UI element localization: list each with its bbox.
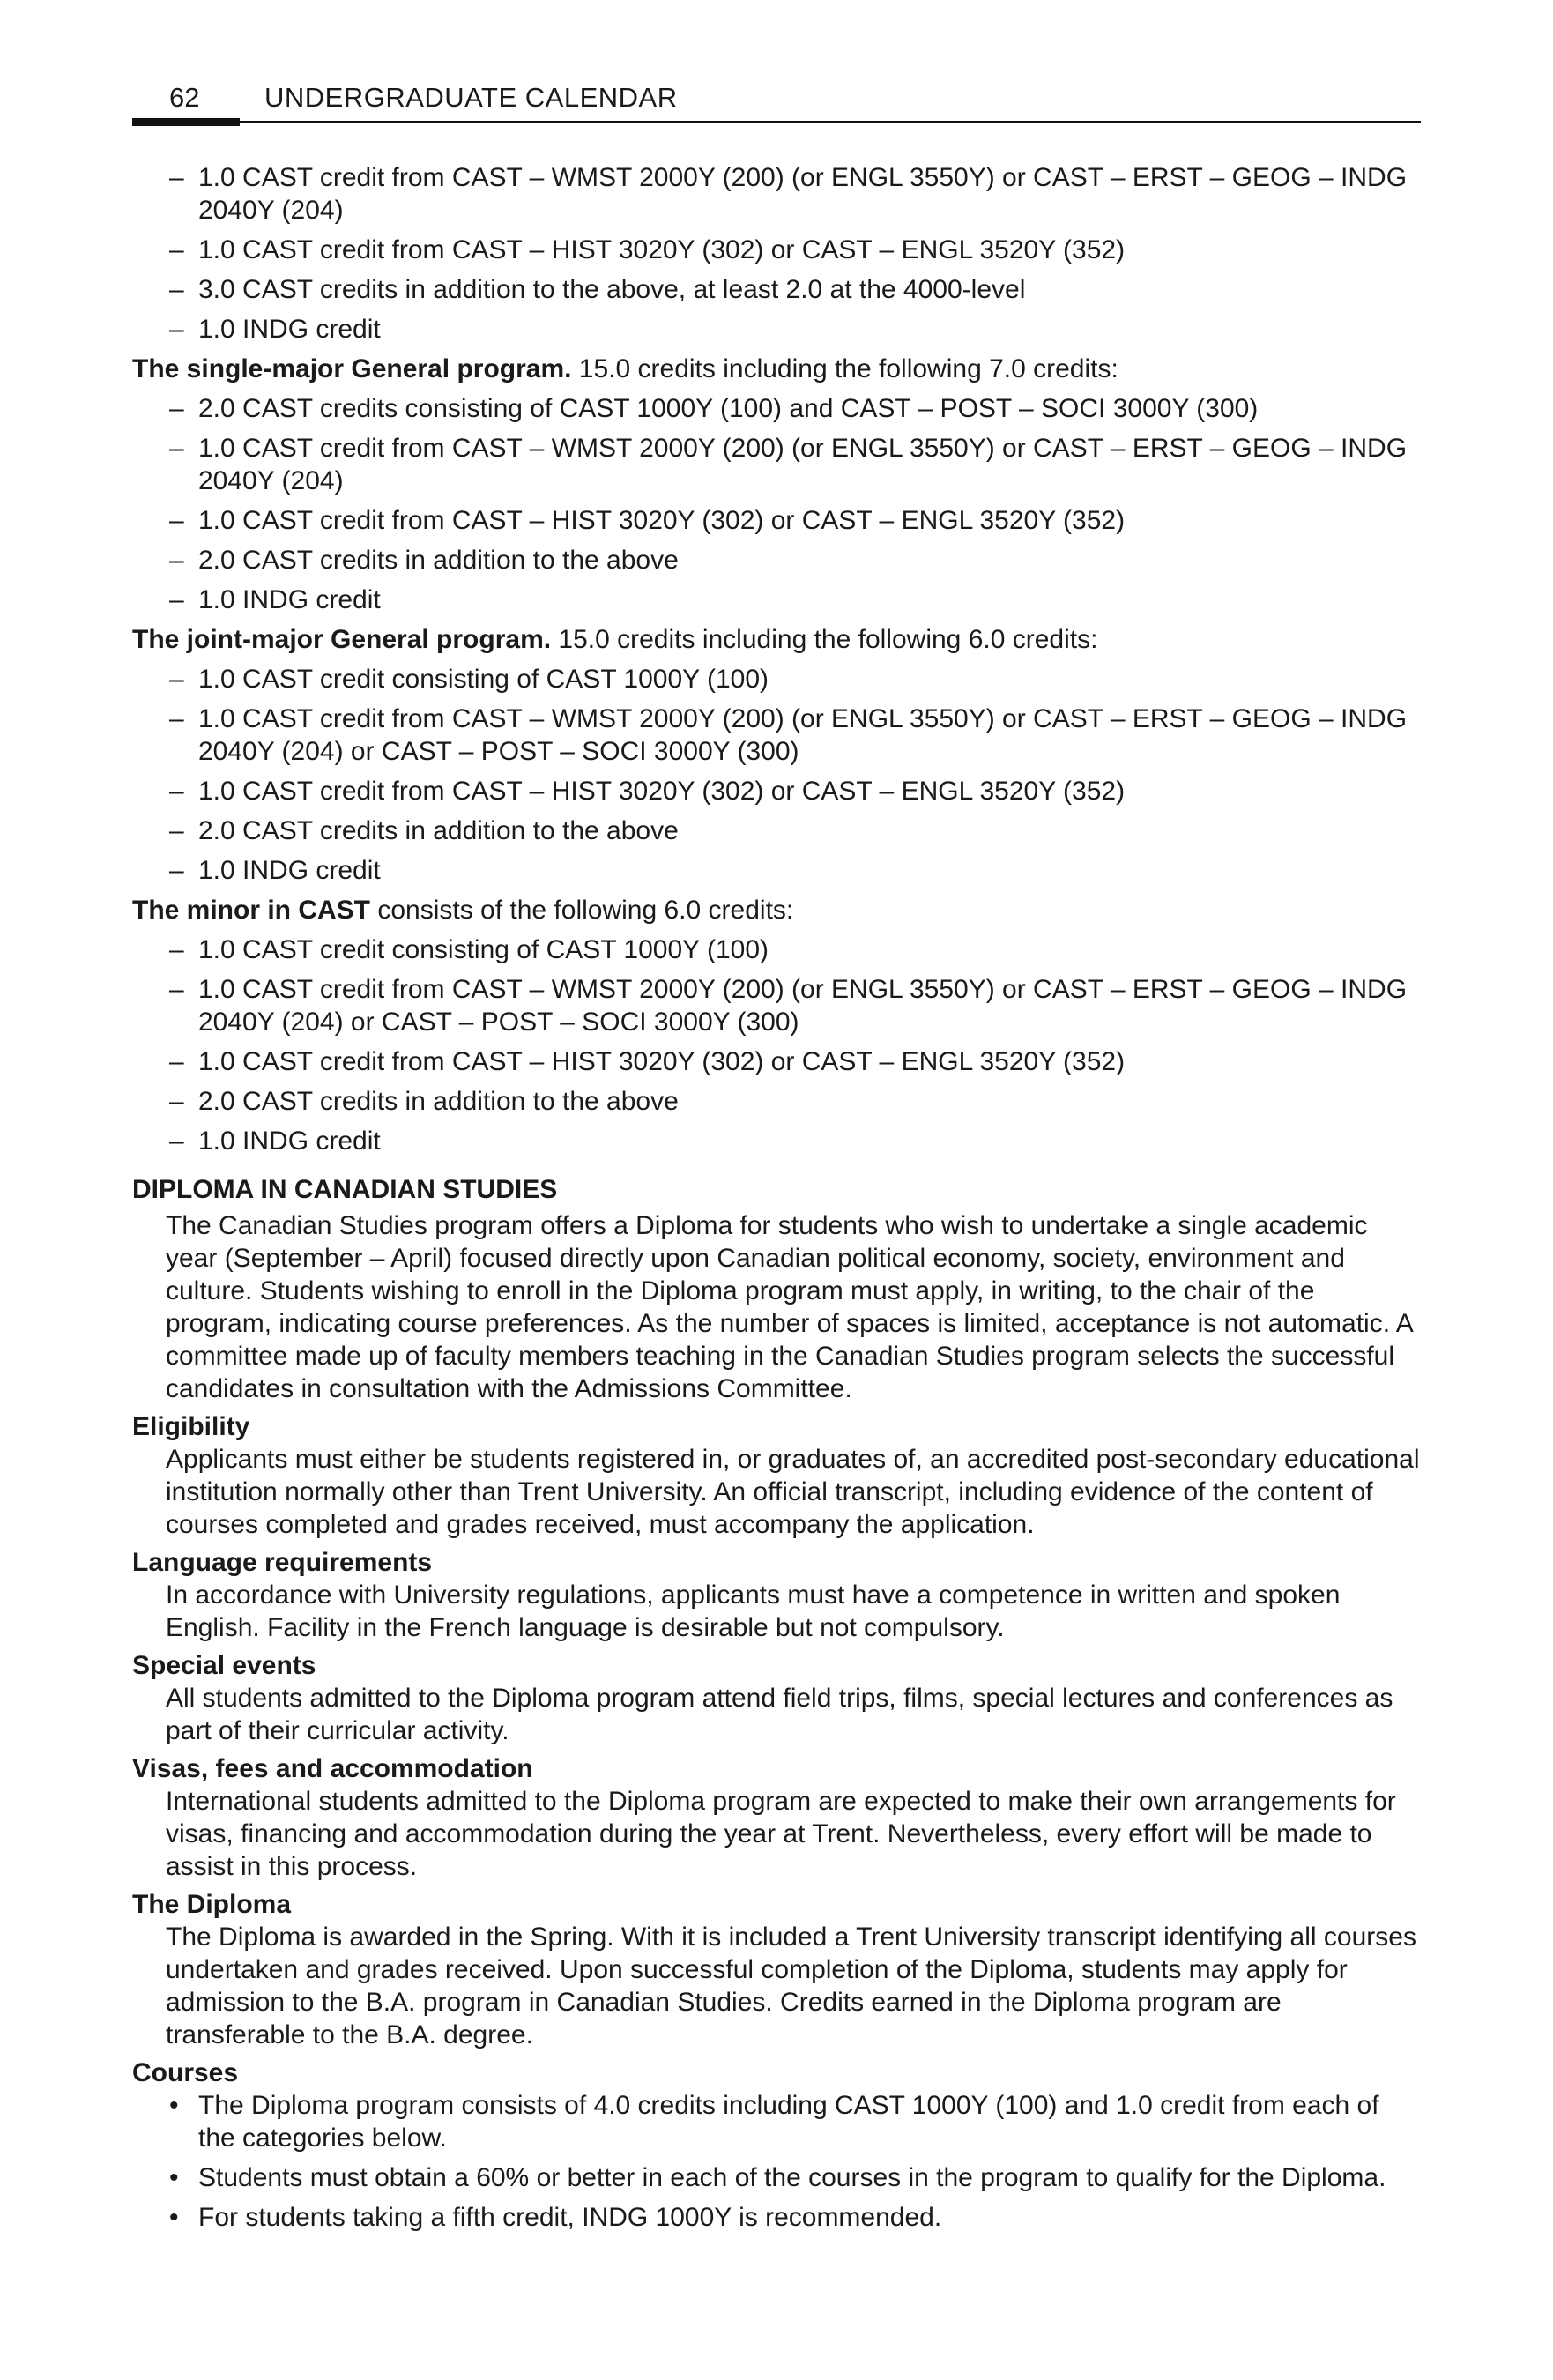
- subsection-body: Applicants must either be students registered in, or graduates of, an accredited post-secondary educational institution normally other than Trent University. An official transcript, including evidence of the content of courses completed and grades received, must accompany the application.: [166, 1445, 1420, 1539]
- list-item: – 1.0 INDG credit: [169, 585, 381, 614]
- subsection-visas-fees: [132, 1752, 1421, 1883]
- subsection-body: International students admitted to the Diploma program are expected to make their own arrangements for visas, financing and accommodation during the year at Trent. Nevertheless, every effort will be made to assist in this process.: [166, 1787, 1396, 1881]
- list-item: – 3.0 CAST credits in addition to the above, at least 2.0 at the 4000-level: [169, 275, 1026, 304]
- list-item: • Students must obtain a 60% or better in each of the courses in the program to qualify for the Diploma.: [169, 2163, 1386, 2192]
- subsection-special-events: [132, 1649, 1421, 1747]
- list-item: – 1.0 CAST credit from CAST – WMST 2000Y (200) (or ENGL 3550Y) or CAST – ERST – GEOG – INDG 2040Y (204): [169, 434, 1408, 495]
- requirements-list: [132, 933, 1421, 1157]
- list-item: – 1.0 INDG credit: [169, 1127, 381, 1156]
- list-item: – 2.0 CAST credits consisting of CAST 1000Y (100) and CAST – POST – SOCI 3000Y (300): [169, 394, 1259, 423]
- program-title: The single-major General program.: [132, 354, 572, 383]
- subsection-title: Eligibility: [132, 1412, 250, 1441]
- list-item: – 1.0 CAST credit from CAST – HIST 3020Y (302) or CAST – ENGL 3520Y (352): [169, 506, 1126, 535]
- program-intro: consists of the following 6.0 credits:: [370, 896, 794, 925]
- page-number: 62: [169, 82, 200, 113]
- requirements-list: [132, 392, 1421, 616]
- section-heading: DIPLOMA IN CANADIAN STUDIES: [132, 1175, 558, 1204]
- list-item: – 2.0 CAST credits in addition to the above: [169, 816, 679, 845]
- program-heading: [132, 353, 1421, 385]
- running-head: UNDERGRADUATE CALENDAR: [264, 82, 678, 113]
- subsection-title: The Diploma: [132, 1890, 292, 1919]
- program-title: The joint-major General program.: [132, 625, 552, 654]
- subsection-title: Courses: [132, 2058, 239, 2087]
- subsection-body: The Diploma is awarded in the Spring. With it is included a Trent University transcript identifying all courses undertaken and grades received. Upon successful completion of the Diploma, students may apply for admission to the B.A. program in Canadian Studies. Credits earned in the Diploma program are transferable to the B.A. degree.: [166, 1923, 1416, 2049]
- diploma-intro: The Canadian Studies program offers a Diploma for students who wish to undertake a single academic year (September – April) focused directly upon Canadian political economy, society, environment and culture. Students wishing to enroll in the Diploma program must apply, in writing, to the chair of the program, indicating course preferences. As the number of spaces is limited, acceptance is not automatic. A committee made up of faculty members teaching in the Canadian Studies program selects the successful candidates in consultation with the Admissions Committee.: [166, 1211, 1413, 1403]
- list-item: – 2.0 CAST credits in addition to the above: [169, 546, 679, 575]
- subsection-title: Language requirements: [132, 1548, 433, 1577]
- subsection-body: All students admitted to the Diploma program attend field trips, films, special lectures and conferences as part of their curricular activity.: [166, 1684, 1393, 1745]
- page-header: [132, 81, 1421, 125]
- subsection-the-diploma: [132, 1888, 1421, 2051]
- list-item: – 1.0 CAST credit consisting of CAST 1000Y (100): [169, 935, 769, 964]
- list-item: – 1.0 CAST credit consisting of CAST 1000Y (100): [169, 665, 769, 694]
- requirements-list: [132, 161, 1421, 346]
- list-item: – 1.0 INDG credit: [169, 315, 381, 344]
- subsection-language-requirements: [132, 1546, 1421, 1644]
- program-heading: [132, 894, 1421, 926]
- requirements-list: [132, 663, 1421, 887]
- list-item: • The Diploma program consists of 4.0 credits including CAST 1000Y (100) and 1.0 credit from each of the categories below.: [169, 2091, 1379, 2153]
- subsection-title: Visas, fees and accommodation: [132, 1754, 533, 1783]
- list-item: – 1.0 CAST credit from CAST – HIST 3020Y (302) or CAST – ENGL 3520Y (352): [169, 235, 1126, 264]
- subsection-body: In accordance with University regulations, applicants must have a competence in written and spoken English. Facility in the French language is desirable but not compulsory.: [166, 1580, 1341, 1642]
- list-item: – 1.0 CAST credit from CAST – WMST 2000Y (200) (or ENGL 3550Y) or CAST – ERST – GEOG – INDG 2040Y (204): [169, 163, 1408, 225]
- courses-list: [132, 2089, 1421, 2234]
- list-item: – 2.0 CAST credits in addition to the above: [169, 1087, 679, 1116]
- list-item: – 1.0 CAST credit from CAST – WMST 2000Y (200) (or ENGL 3550Y) or CAST – ERST – GEOG – INDG 2040Y (204) or CAST – POST – SOCI 3000Y (300): [169, 704, 1408, 766]
- subsection-title: Special events: [132, 1651, 316, 1680]
- list-item: – 1.0 CAST credit from CAST – WMST 2000Y (200) (or ENGL 3550Y) or CAST – ERST – GEOG – INDG 2040Y (204) or CAST – POST – SOCI 3000Y (300): [169, 975, 1408, 1037]
- subsection-eligibility: [132, 1410, 1421, 1541]
- list-item: – 1.0 CAST credit from CAST – HIST 3020Y (302) or CAST – ENGL 3520Y (352): [169, 1047, 1126, 1076]
- list-item: – 1.0 INDG credit: [169, 856, 381, 885]
- header-rule-block: [132, 118, 240, 126]
- program-intro: 15.0 credits including the following 7.0 credits:: [571, 354, 1118, 383]
- list-item: – 1.0 CAST credit from CAST – HIST 3020Y (302) or CAST – ENGL 3520Y (352): [169, 777, 1126, 806]
- program-title: The minor in CAST: [132, 896, 370, 925]
- subsection-courses: [132, 2056, 1421, 2234]
- program-heading: [132, 623, 1421, 656]
- program-intro: 15.0 credits including the following 6.0 credits:: [551, 625, 1098, 654]
- header-rule: [132, 121, 1421, 123]
- page-content: [132, 161, 1421, 2241]
- list-item: • For students taking a fifth credit, INDG 1000Y is recommended.: [169, 2203, 942, 2232]
